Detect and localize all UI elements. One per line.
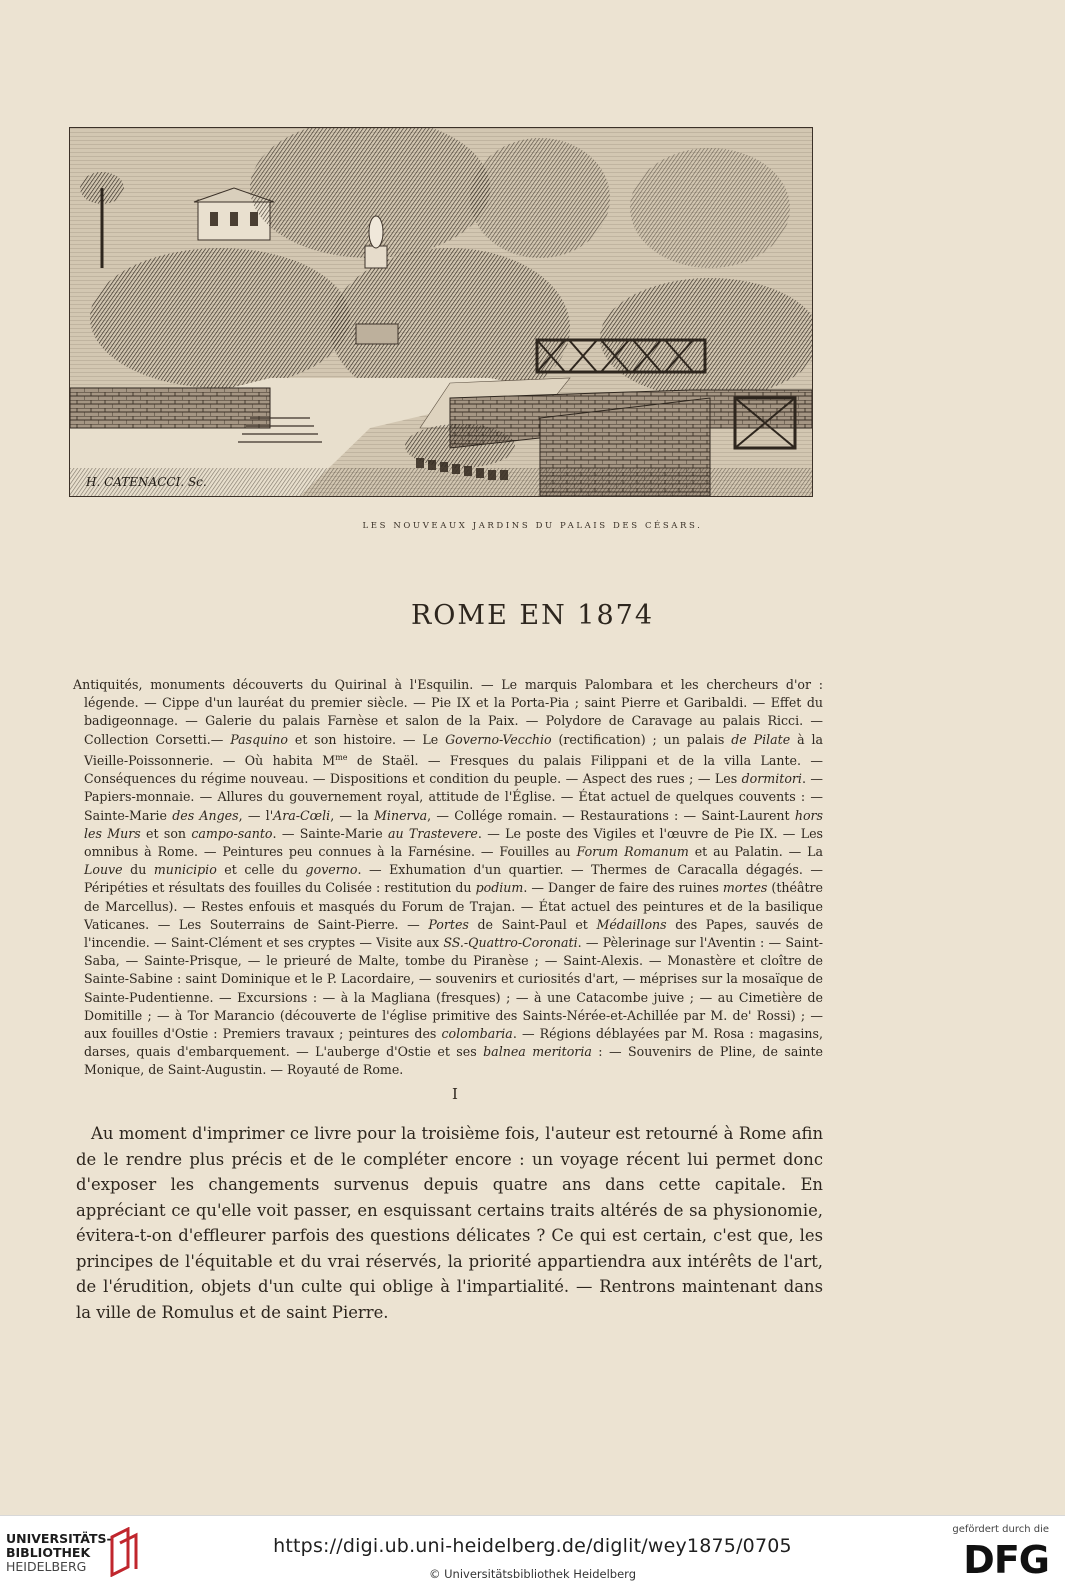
illustration-caption: LES NOUVEAUX JARDINS DU PALAIS DES CÉSARS. xyxy=(362,521,703,531)
body-paragraph: Au moment d'imprimer ce livre pour la troisième fois, l'auteur est retourné à Rome afin de le rendre plus précis et de le compléter encore : un voyage récent lui permet donc d'exposer les changements survenus depuis quatre ans dans cette capitale. En appréciant ce qu'elle voit passer, en esquissant certains traits altérés de sa physionomie, évitera-t-on d'effleurer parfois des questions délicates ? Ce qui est certain, c'est que, les principes de l'équitable et du vrai réservés, la priorité appartiendra aux intérêts de l'art, de l'érudition, objets d'un culte qui oblige à l'impartialité. — Rentrons maintenant dans la ville de Romulus et de saint Pierre. xyxy=(76,1124,823,1322)
engraver-signature: H. CATENACCI. Sc. xyxy=(86,475,207,489)
chapter-summary: Antiquités, monuments découverts du Quirinal à l'Esquilin. — Le marquis Palombara et les chercheurs d'or : légende. — Cippe d'un lauréat du premier siècle. — Pie IX et la Porta-Pia ; saint Pierre et Garibaldi. — Effet du badigeonnage. — Galerie du palais Farnèse et salon de la Paix. — Polydore de Caravage au palais Ricci. — Collection Corsetti.— Pasquino et son histoire. — Le Governo-Vecchio (rectification) ; un palais de Pilate à la Vieille-Poissonnerie. — Où habita $M^{me}$ de Staël. — Fresques du palais Filippani et de la villa Lante. — Conséquences du régime nouveau. — Dispositions et condition du peuple. — Aspect des rues ; — Les dormitori. — Papiers-monnaie. — Allures du gouvernement royal, attitude de l'Église. — État actuel de quelques couvents : — Sainte-Marie des Anges, — l'Ara-Cœli, — la Minerva, — Collége romain. — Restaurations : — Saint-Laurent hors les Murs et son campo-santo. — Sainte-Marie au Trastevere. — Le poste des Vigiles et l'œuvre de Pie IX. — Les omnibus à Rome. — Peintures peu connues à la Farnésine. — Fouilles au Forum Romanum et au Palatin. — La Louve du municipio et celle du governo. — Exhumation d'un quartier. — Thermes de Caracalla dégagés. — Péripéties et résultats des fouilles du Colisée : restitution du podium. — Danger de faire des ruines mortes (théâtre de Marcellus). — Restes enfouis et masqués du Forum de Trajan. — État actuel des peintures et de la basilique Vaticanes. — Les Souterrains de Saint-Pierre. — Portes de Saint-Paul et Médaillons des Papes, sauvés de l'incendie. — Saint-Clément et ses cryptes — Visite aux SS.-Quattro-Coronati. — Pèlerinage sur l'Aventin : — Saint-Saba, — Sainte-Prisque, — le prieuré de Malte, tombe du Piranèse ; — Saint-Alexis. — Monastère et cloître de Sainte-Sabine : saint Dominique et le P. Lacordaire, — souvenirs et curiosités d'art, — méprises sur la mosaïque de Sainte-Pudentienne. — Excursions : — à la Magliana (fresques) ; — à une Catacombe juive ; — au Cimetière de Domitille ; — à Tor Marancio (découverte de l'église primitive des Saints-Nérée-et-Achillée par M. de' Rossi) ; — aux fouilles d'Ostie : Premiers travaux ; peintures des colombaria. — Régions déblayées par M. Rosa : magasins, darses, quais d'embarquement. — L'auberge d'Ostie et ses balnea meritoria : — Souvenirs de Pline, de sainte Monique, de Saint-Augustin. — Royauté de Rome. xyxy=(73,677,824,1078)
viewer-footer xyxy=(0,1515,1065,1591)
dfg-logo[interactable]: DFG xyxy=(963,1538,1049,1582)
engraving-illustration xyxy=(69,127,813,497)
permalink-url[interactable]: https://digi.ub.uni-heidelberg.de/diglit/wey1875/0705 xyxy=(273,1535,792,1557)
chapter-title: ROME EN 1874 xyxy=(410,600,655,631)
section-numeral: I xyxy=(452,1085,458,1103)
funding-label: gefördert durch die xyxy=(952,1524,1049,1535)
copyright-notice: © Universitätsbibliothek Heidelberg xyxy=(428,1567,636,1581)
library-name[interactable]: UNIVERSITÄTS- BIBLIOTHEK HEIDELBERG xyxy=(6,1531,112,1574)
garden-engraving xyxy=(70,128,812,496)
